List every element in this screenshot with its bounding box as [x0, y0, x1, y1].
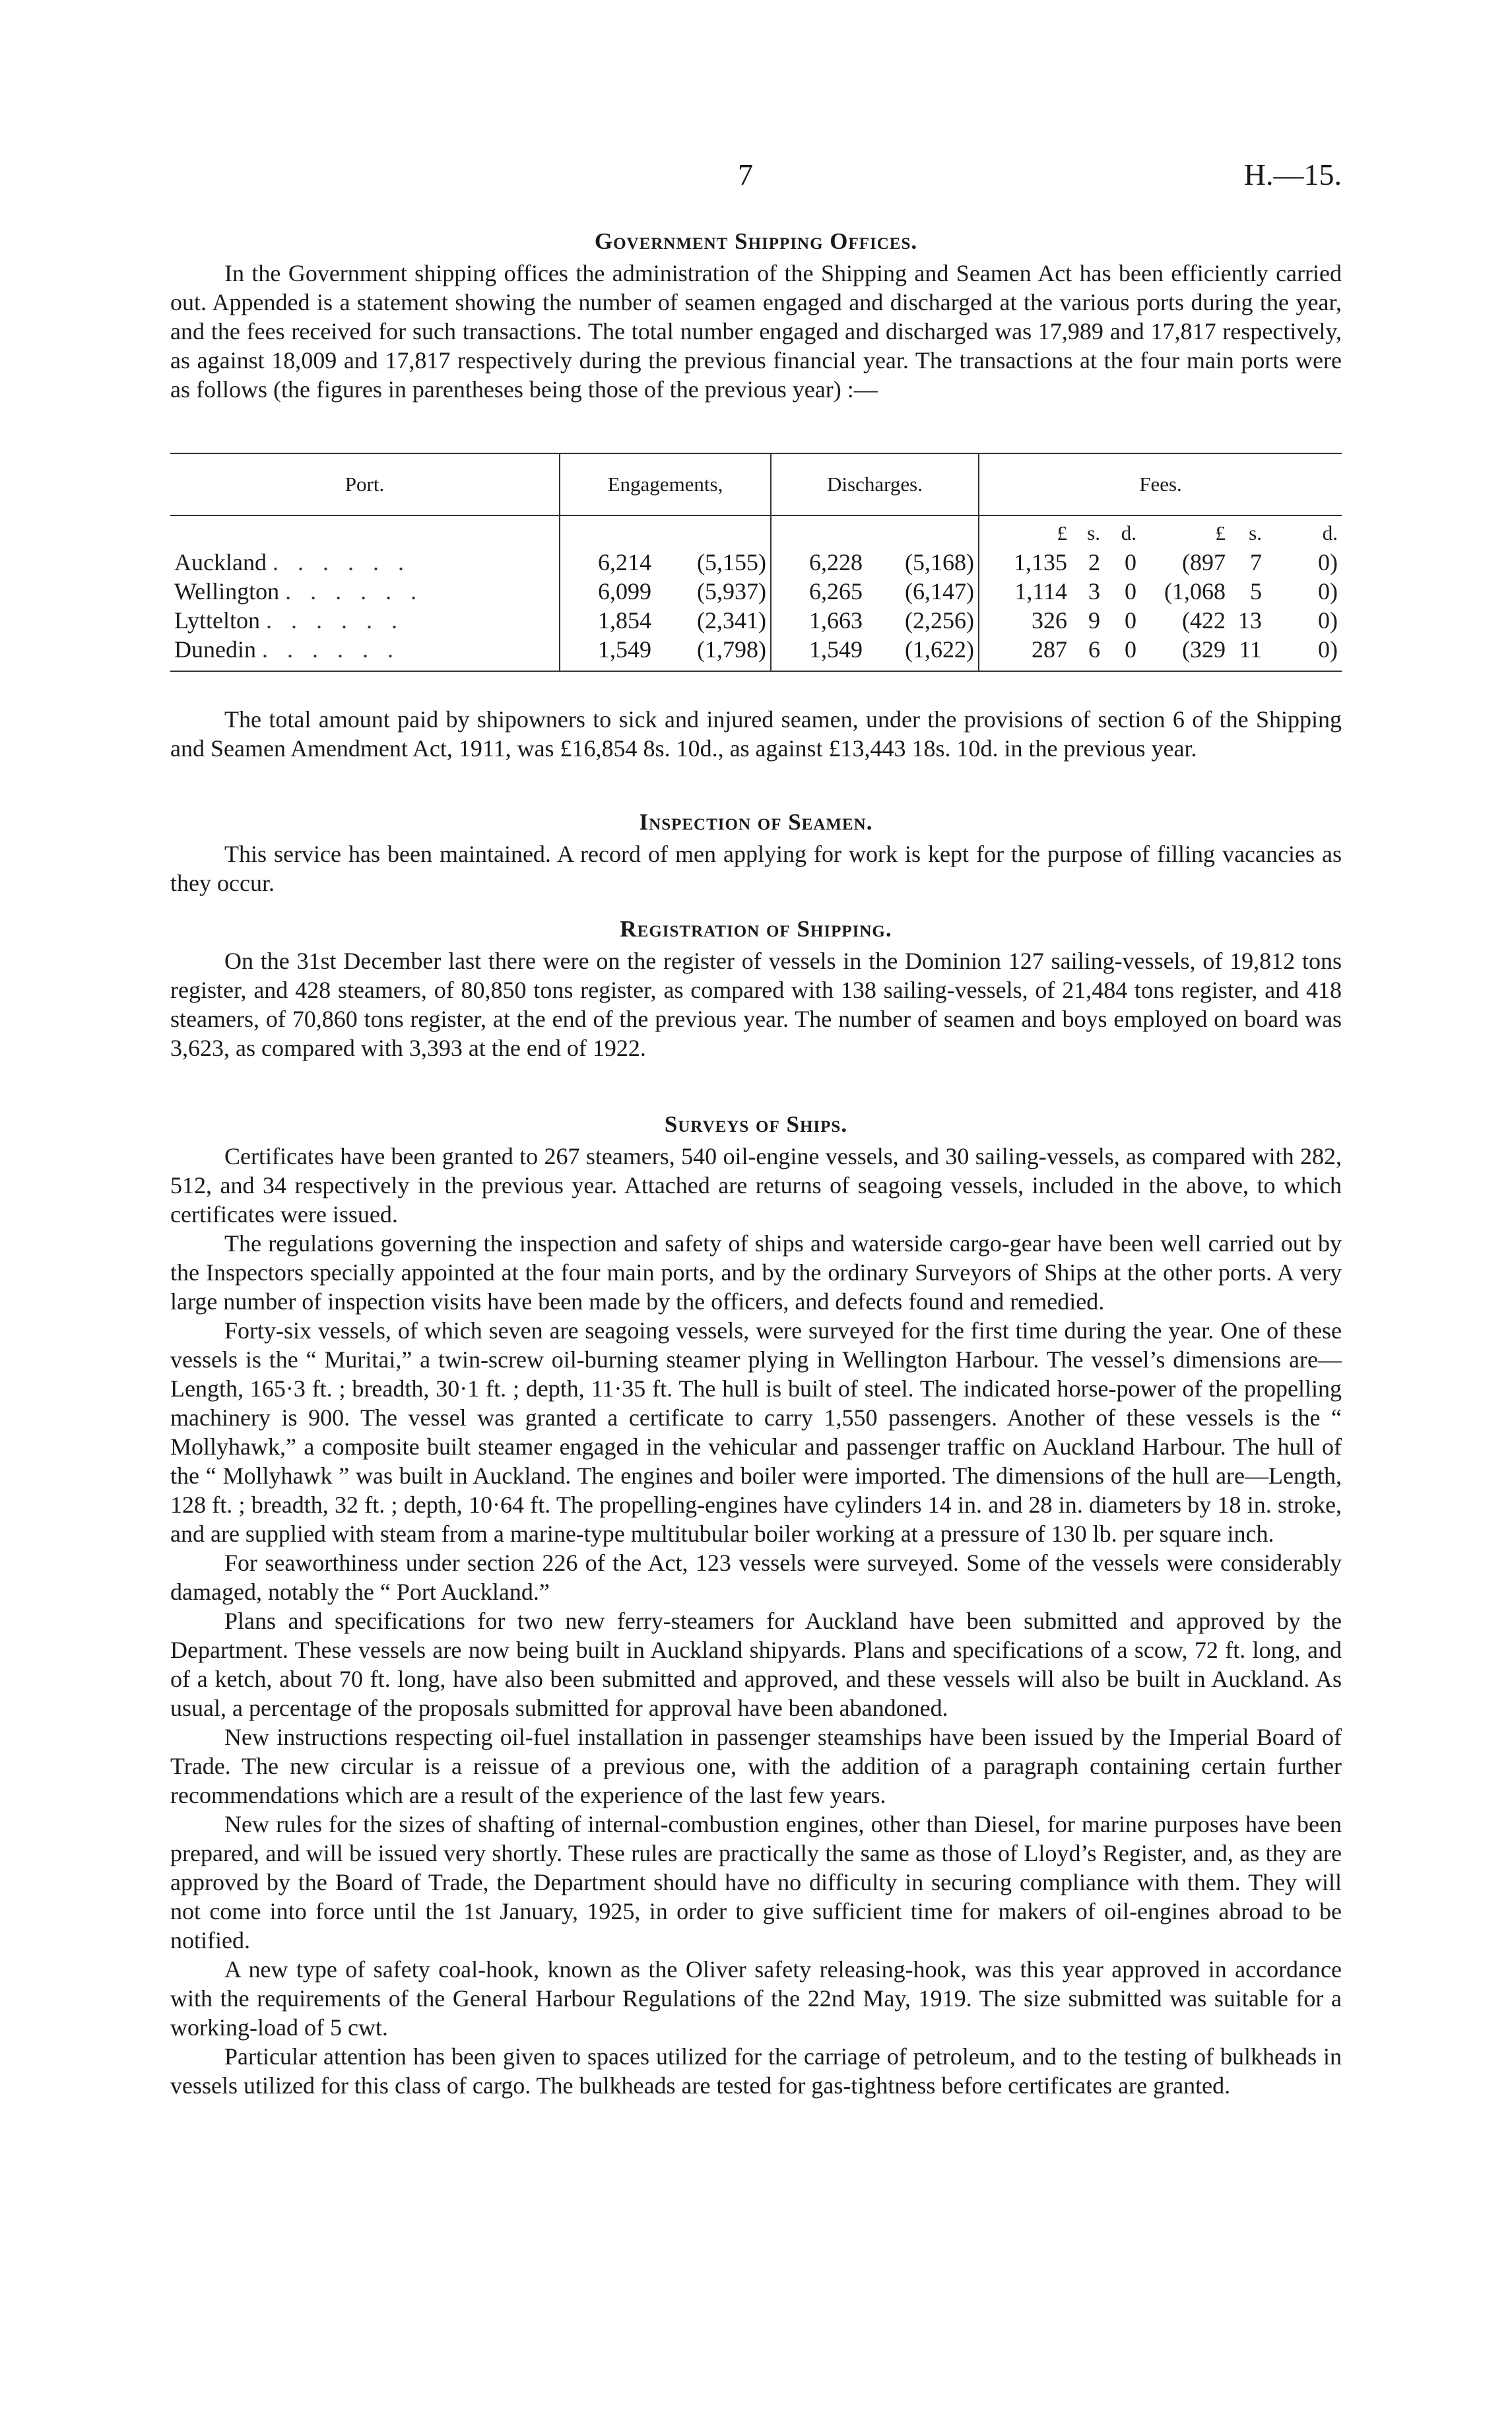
- engagements: 1,549: [560, 635, 655, 671]
- fees-pence: 0: [1125, 607, 1136, 634]
- paragraph: A new type of safety coal-hook, known as the Oliver safety releasing-hook, was this year approved in accordance with the requirements of the General Harbour Regulations of the 22nd May, 1919. The size submitted was suitable for a working-load of 5 cwt.: [170, 1956, 1342, 2041]
- fees-pence: 0: [1104, 635, 1140, 671]
- section-heading: Registration of Shipping.: [620, 916, 892, 942]
- discharges: 1,549: [771, 635, 867, 671]
- paragraph: Particular attention has been given to spaces utilized for the carriage of petroleum, and to the testing of bulkheads in vessels utilized for this class of cargo. The bulkheads are tested for gas-tightness before certificates are granted.: [170, 2043, 1342, 2099]
- fees-prev-pounds: (422: [1182, 607, 1226, 634]
- paragraph: In the Government shipping offices the administration of the Shipping and Seamen Act has been efficiently carried out. Appended is a statement showing the number of seamen engaged and discharged at the various ports during the year, and the fees received for such transactions. The total number engaged and discharged was 17,989 and 17,817 respectively, as against 18,009 and 17,817 respectively during the previous financial year. The transactions at the four main ports were as follows (the figures in parentheses being those of the previous year) :—: [170, 260, 1342, 403]
- discharges-prev: (6,147): [905, 578, 974, 605]
- fees-pounds: 326: [979, 606, 1071, 635]
- discharges-prev: (1,622): [867, 635, 979, 671]
- section-registration: [170, 916, 1342, 1063]
- engagements-prev: (2,341): [697, 607, 766, 634]
- table-row: [170, 635, 1342, 671]
- fees-pence: 0: [1125, 578, 1136, 605]
- discharges: 6,265: [771, 577, 867, 606]
- dot-leader: . . . . . .: [266, 607, 404, 634]
- port-name: Lyttelton: [174, 607, 260, 634]
- port-name: Wellington: [174, 578, 280, 605]
- fees-shillings: 9: [1088, 607, 1100, 634]
- port-transactions-table: [170, 453, 1342, 672]
- fees-prev-pounds: (1,068: [1164, 578, 1226, 605]
- discharges-prev: (5,168): [905, 549, 974, 575]
- section-after-table: [170, 705, 1342, 763]
- fees-pence: 0: [1125, 549, 1136, 575]
- table-row: [170, 606, 1342, 635]
- fees-prev-pence: 0): [1266, 635, 1342, 671]
- dot-leader: . . . . . .: [261, 636, 400, 663]
- paragraph: Plans and specifications for two new ferry-steamers for Auckland have been submitted and approved by the Department. These vessels are now being built in Auckland shipyards. Plans and specifications of a scow, 72 ft. long, and of a ketch, about 70 ft. long, have also been submitted and approved, and these vessels will also be built in Auckland. As usual, a percentage of the proposals submitted for approval have been abandoned.: [170, 1608, 1342, 1721]
- paragraph: Certificates have been granted to 267 steamers, 540 oil-engine vessels, and 30 sailing-vessels, as compared with 282, 512, and 34 respectively in the previous year. Attached are returns of seagoing vessels, included in the above, to which certificates were issued.: [170, 1143, 1342, 1228]
- engagements-prev: (5,937): [697, 578, 766, 605]
- engagements: 1,854: [560, 606, 655, 635]
- paragraph: The total amount paid by shipowners to sick and injured seamen, under the provisions of section 6 of the Shipping and Seamen Amendment Act, 1911, was £16,854 8s. 10d., as against £13,443 18s. 10d. in the previous year.: [170, 706, 1342, 762]
- fees-pounds: 287: [979, 635, 1071, 671]
- fees-prev-pounds: (329: [1140, 635, 1230, 671]
- section-heading: Surveys of Ships.: [664, 1111, 848, 1137]
- paragraph: On the 31st December last there were on the register of vessels in the Dominion 127 sailing-vessels, of 19,812 tons register, and 428 steamers, of 80,850 tons register, as compared with 138 sailing-vessels, of 21,484 tons register, and 418 steamers, of 70,860 tons register, at the end of the previous year. The number of seamen and boys employed on board was 3,623, as compared with 3,393 at the end of 1922.: [170, 948, 1342, 1061]
- fees-shillings: 2: [1088, 549, 1100, 575]
- fees-prev-shillings: 7: [1250, 549, 1262, 575]
- fees-prev-pounds: (897: [1182, 549, 1226, 575]
- engagements: 6,099: [560, 577, 655, 606]
- header-discharges: Discharges.: [771, 453, 979, 515]
- fees-prev-pence: 0): [1318, 607, 1338, 634]
- fees-prev-shillings: 5: [1250, 578, 1262, 605]
- engagements: 6,214: [560, 548, 655, 577]
- discharges: 1,663: [771, 606, 867, 635]
- paragraph: This service has been maintained. A record of men applying for work is kept for the purpose of filling vacancies as they occur.: [170, 841, 1342, 896]
- unit-penny-prev: d.: [1322, 521, 1338, 544]
- port-name: Auckland: [174, 549, 267, 575]
- fees-prev-pence: 0): [1318, 578, 1338, 605]
- section-heading: Inspection of Seamen.: [639, 809, 873, 835]
- page-number: 7: [738, 158, 753, 191]
- section-inspection: [170, 809, 1342, 898]
- section-surveys: [170, 1111, 1342, 2100]
- section-gso: [170, 228, 1342, 404]
- paragraph: For seaworthiness under section 226 of the Act, 123 vessels were surveyed. Some of the vessels were considerably damaged, notably the “ Port Auckland.”: [170, 1550, 1342, 1605]
- fees-pounds: 1,135: [979, 548, 1071, 577]
- document-reference: H.—15.: [1243, 158, 1342, 191]
- paragraph: Forty-six vessels, of which seven are seagoing vessels, were surveyed for the first time during the year. One of these vessels is the “ Muritai,” a twin-screw oil-burning steamer plying in Wellington Harbour. The vessel’s dimensions are—Length, 165·3 ft. ; breadth, 30·1 ft. ; depth, 11·35 ft. The hull is built of steel. The indicated horse-power of the propelling machinery is 900. The vessel was granted a certificate to carry 1,550 passengers. Another of these vessels is the “ Mollyhawk,” a composite built steamer engaged in the vehicular and passenger traffic on Auckland Harbour. The hull of the “ Mollyhawk ” was built in Auckland. The engines and boiler were imported. The dimensions of the hull are—Length, 128 ft. ; breadth, 32 ft. ; depth, 10·64 ft. The propelling-engines have cylinders 14 in. and 28 in. diameters by 18 in. stroke, and are supplied with steam from a marine-type multitubular boiler working at a pressure of 130 lb. per square inch.: [170, 1317, 1342, 1547]
- unit-shilling-prev: s.: [1249, 521, 1262, 544]
- fees-shillings: 6: [1071, 635, 1104, 671]
- paragraph: New rules for the sizes of shafting of internal-combustion engines, other than Diesel, for marine purposes have been prepared, and will be issued very shortly. These rules are practically the same as those of Lloyd’s Register, and, as they are approved by the Board of Trade, the Department should have no difficulty in securing compliance with them. They will not come into force until the 1st January, 1925, in order to give sufficient time for makers of oil-engines abroad to be notified.: [170, 1811, 1342, 1954]
- header-engagements: Engagements,: [560, 453, 771, 515]
- section-heading: Government Shipping Offices.: [594, 228, 918, 254]
- header-port: Port.: [170, 453, 560, 515]
- dot-leader: . . . . . .: [285, 578, 424, 605]
- unit-shilling: s.: [1087, 521, 1100, 544]
- fees-pounds: 1,114: [979, 577, 1071, 606]
- port-name: Dunedin: [174, 636, 256, 663]
- fees-shillings: 3: [1088, 578, 1100, 605]
- port-transactions-table-wrap: [170, 453, 1342, 672]
- fees-prev-pence: 0): [1318, 549, 1338, 575]
- dot-leader: . . . . . .: [272, 549, 411, 575]
- header-fees: Fees.: [979, 453, 1342, 515]
- paragraph: New instructions respecting oil-fuel installation in passenger steamships have been issued by the Imperial Board of Trade. The new circular is a reissue of a previous one, with the addition of a paragraph containing certain further recommendations which are a result of the experience of the last few years.: [170, 1724, 1342, 1808]
- paragraph: The regulations governing the inspection and safety of ships and waterside cargo-gear have been well carried out by the Inspectors specially appointed at the four main ports, and by the ordinary Surveyors of Ships at the other ports. A very large number of inspection visits have been made by the officers, and defects found and remedied.: [170, 1230, 1342, 1315]
- unit-pound: £: [979, 515, 1071, 548]
- fees-prev-shillings: 11: [1230, 635, 1266, 671]
- table-row: [170, 577, 1342, 606]
- unit-pound-prev: £: [1215, 521, 1226, 544]
- engagements-prev: (5,155): [697, 549, 766, 575]
- fees-prev-shillings: 13: [1238, 607, 1262, 634]
- discharges-prev: (2,256): [905, 607, 974, 634]
- engagements-prev: (1,798): [655, 635, 771, 671]
- table-row: [170, 548, 1342, 577]
- discharges: 6,228: [771, 548, 867, 577]
- unit-penny: d.: [1121, 521, 1136, 544]
